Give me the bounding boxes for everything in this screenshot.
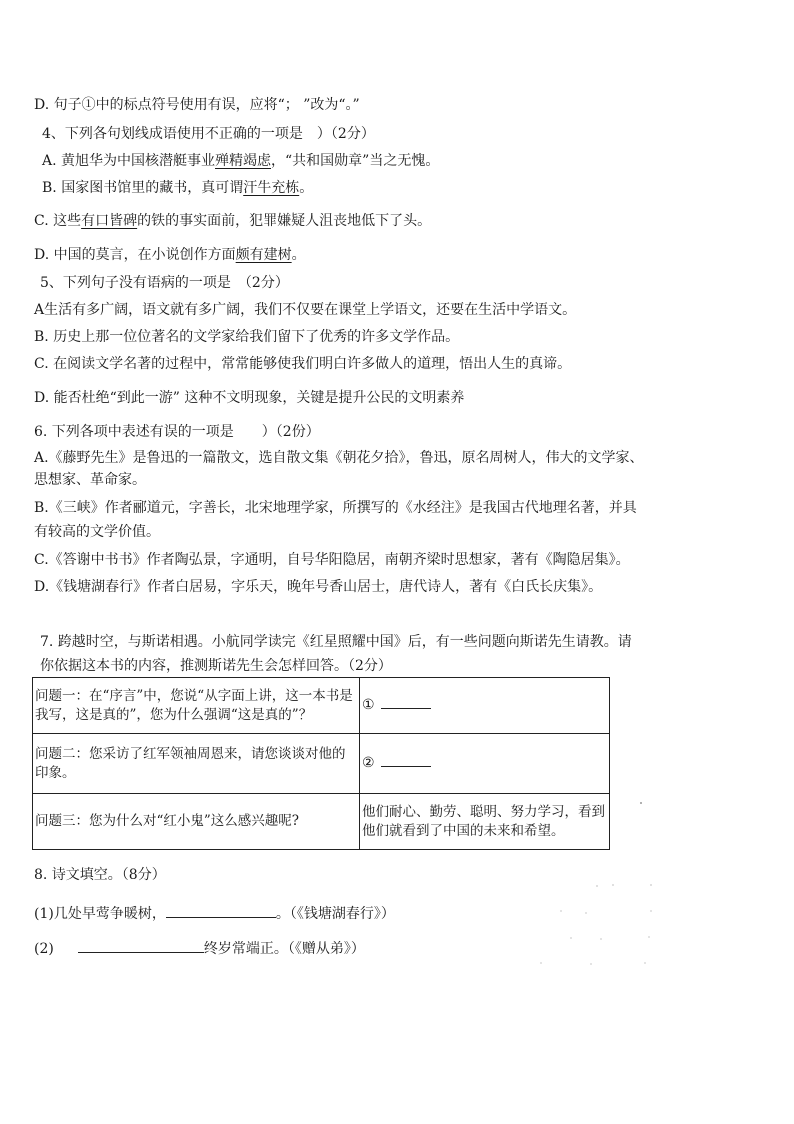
q4-b-text: B. 国家图书馆里的藏书，真可谓: [42, 180, 244, 196]
q4-option-a: [42, 152, 439, 170]
q7-answer-2-number: ②: [362, 755, 375, 771]
q4-a-text-end: ，“共和国勋章”当之无愧。: [271, 153, 440, 169]
q8-item-1-source: 。（《钱塘湖春行》）: [275, 906, 395, 922]
q6-option-b: B.《三峡》作者郦道元，字善长，北宋地理学家，所撰写的《水经注》是我国古代地理名著，并具: [34, 500, 637, 516]
q7-stem-cont: 你依据这本书的内容，推测斯诺先生会怎样回答。（2分）: [40, 658, 392, 674]
q7-answer-1-blank[interactable]: [381, 696, 431, 709]
q6-option-b-cont: 有较高的文学价值。: [34, 524, 160, 540]
q8-item-1-blank[interactable]: [166, 903, 276, 918]
q7-question-3: 问题三：您为什么对“红小鬼”这么感兴趣呢?: [33, 794, 360, 850]
q6-option-a: A.《藤野先生》是鲁迅的一篇散文，选自散文集《朝花夕拾》，鲁迅，原名周树人，伟大的文学家、: [34, 450, 644, 466]
q6-option-c: C.《答谢中书书》作者陶弘景，字通明，自号华阳隐居，南朝齐梁时思想家，著有《陶隐居集》。: [34, 552, 630, 568]
q4-b-idiom: 汗牛充栋: [243, 180, 300, 196]
q6-option-a-cont: 思想家、革命家。: [34, 472, 146, 488]
q5-option-c: C. 在阅读文学名著的过程中，常常能够使我们明白许多做人的道理，悟出人生的真谛。: [34, 356, 572, 372]
q8-item-2-text: 终岁常端正。（《赠从弟》）: [203, 941, 365, 957]
q8-item-2-blank[interactable]: [78, 938, 204, 953]
q7-answer-1-number: ①: [362, 697, 375, 713]
table-row: [33, 678, 610, 734]
q7-table: [32, 677, 610, 850]
q8-item-1-text: (1)几处早莺争暖树，: [34, 906, 166, 922]
table-row: [33, 734, 610, 794]
q7-answer-2[interactable]: [360, 734, 610, 794]
q4-stem: 4、下列各句划线成语使用不正确的一项是 ）（2分）: [42, 126, 375, 142]
q8-item-2-number: (2): [34, 941, 54, 957]
q5-option-d: D. 能否杜绝“到此一游” 这种不文明现象，关键是提升公民的文明素养: [34, 390, 465, 406]
q4-d-text-end: 。: [291, 247, 306, 263]
q7-stem: 7. 跨越时空，与斯诺相遇。小航同学读完《红星照耀中国》后，有一些问题向斯诺先生请教。请: [40, 634, 632, 650]
q5-option-a: A生活有多广阔，语文就有多广阔，我们不仅要在课堂上学语文，还要在生活中学语文。: [34, 302, 577, 318]
q3-option-d: D. 句子①中的标点符号使用有误，应将“； ”改为“。”: [34, 97, 360, 113]
q4-c-idiom: 有口皆碑: [81, 213, 138, 229]
q4-a-idiom: 殚精竭虑: [215, 153, 272, 169]
q4-d-idiom: 颇有建树: [235, 247, 292, 263]
q8-stem: 8. 诗文填空。（8分）: [34, 867, 166, 883]
q5-stem: 5、下列句子没有语病的一项是 （2分）: [40, 275, 289, 291]
q7-answer-3: 他们耐心、勤劳、聪明、努力学习，看到他们就看到了中国的未来和希望。: [360, 794, 610, 850]
q4-a-text: A. 黄旭华为中国核潜艇事业: [42, 153, 216, 169]
q7-answer-1[interactable]: [360, 678, 610, 734]
q4-option-d: [34, 246, 306, 264]
q4-c-text: C. 这些: [34, 213, 82, 229]
q4-option-b: [42, 179, 313, 197]
q8-item-1: [34, 903, 395, 923]
q7-question-2: 问题二：您采访了红军领袖周恩来，请您谈谈对他的印象。: [33, 734, 360, 794]
q4-b-text-end: 。: [299, 180, 314, 196]
table-row: [33, 794, 610, 850]
q7-answer-2-blank[interactable]: [381, 754, 431, 767]
q6-stem: 6. 下列各项中表述有误的一项是 ）（2份）: [34, 424, 320, 440]
q4-d-text: D. 中国的莫言，在小说创作方面: [34, 247, 236, 263]
q6-option-d: D.《钱塘湖春行》作者白居易，字乐天，晚年号香山居士，唐代诗人，著有《白氏长庆集》。: [34, 579, 603, 595]
q4-c-text-end: 的铁的事实面前，犯罪嫌疑人沮丧地低下了头。: [137, 213, 432, 229]
q4-option-c: [34, 212, 431, 230]
q8-item-2: [34, 938, 365, 958]
q5-option-b: B. 历史上那一位位著名的文学家给我们留下了优秀的许多文学作品。: [34, 329, 460, 345]
q7-question-1: 问题一：在“序言”中，您说“从字面上讲，这一本书是我写，这是真的”，您为什么强调“这是真的”？: [33, 678, 360, 734]
